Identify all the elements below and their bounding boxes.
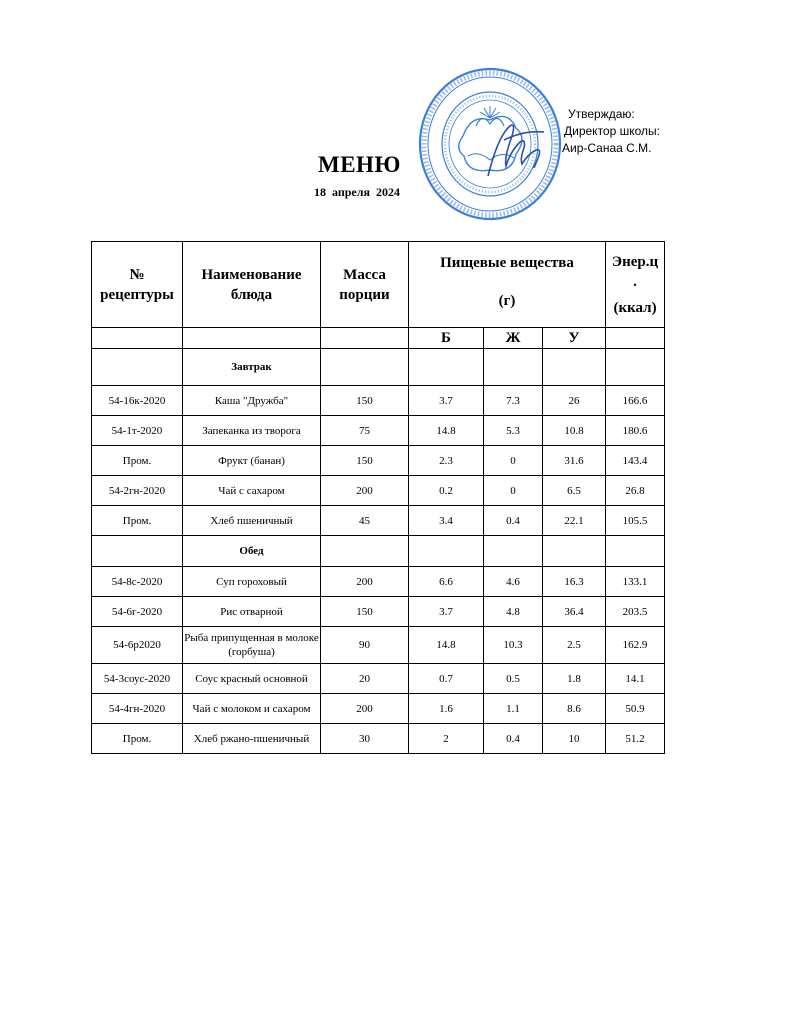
cell-fat: 1.1	[484, 694, 543, 724]
table-header-row	[92, 242, 665, 328]
cell-fat: 4.6	[484, 567, 543, 597]
cell-mass: 150	[321, 386, 409, 416]
table-row	[92, 724, 665, 754]
table-row	[92, 664, 665, 694]
subheader-fat: Ж	[484, 328, 543, 349]
cell-energy: 143.4	[606, 446, 665, 476]
lunch-rows	[92, 567, 665, 754]
header-nutrients-unit: (г)	[498, 292, 516, 309]
cell-mass: 20	[321, 664, 409, 694]
director-name: Аир-Санаа С.М.	[562, 141, 652, 155]
table-row	[92, 627, 665, 664]
table-row	[92, 567, 665, 597]
subheader-empty	[92, 328, 183, 349]
menu-table	[91, 241, 665, 754]
cell-fat: 5.3	[484, 416, 543, 446]
header-mass: Масса порции	[321, 242, 409, 328]
cell-fat: 0	[484, 446, 543, 476]
cell-dish: Каша "Дружба"	[183, 386, 321, 416]
cell-energy: 203.5	[606, 597, 665, 627]
cell-energy: 105.5	[606, 506, 665, 536]
header-dish: Наименование блюда	[183, 242, 321, 328]
cell-energy: 26.8	[606, 476, 665, 506]
header-nutrients	[409, 242, 606, 328]
cell-carbs: 36.4	[543, 597, 606, 627]
cell-dish: Хлеб ржано-пшеничный	[183, 724, 321, 754]
cell-carbs: 8.6	[543, 694, 606, 724]
cell-protein: 3.7	[409, 386, 484, 416]
table-row	[92, 597, 665, 627]
cell-carbs: 26	[543, 386, 606, 416]
cell-energy: 50.9	[606, 694, 665, 724]
cell-recipe: 54-2гн-2020	[92, 476, 183, 506]
cell-protein: 14.8	[409, 416, 484, 446]
cell-mass: 200	[321, 694, 409, 724]
cell-dish: Запеканка из творога	[183, 416, 321, 446]
cell-mass: 150	[321, 446, 409, 476]
subheader-empty	[183, 328, 321, 349]
table-row	[92, 694, 665, 724]
table-row	[92, 416, 665, 446]
cell-dish: Чай с молоком и сахаром	[183, 694, 321, 724]
subheader-protein: Б	[409, 328, 484, 349]
cell-protein: 0.2	[409, 476, 484, 506]
cell-fat: 0.4	[484, 724, 543, 754]
cell-carbs: 10	[543, 724, 606, 754]
cell-mass: 200	[321, 476, 409, 506]
header-energy-line2: .	[633, 273, 637, 290]
page-title: МЕНЮ	[318, 152, 401, 177]
cell-mass: 75	[321, 416, 409, 446]
cell-dish: Хлеб пшеничный	[183, 506, 321, 536]
cell-carbs: 1.8	[543, 664, 606, 694]
menu-date: 18 апреля 2024	[314, 185, 400, 199]
cell-protein: 2.3	[409, 446, 484, 476]
cell-protein: 14.8	[409, 627, 484, 664]
director-line: Директор школы:	[564, 124, 660, 138]
cell-protein: 6.6	[409, 567, 484, 597]
approval-line: Утверждаю:	[568, 107, 635, 121]
breakfast-rows	[92, 386, 665, 536]
section-label-lunch: Обед	[183, 536, 321, 567]
cell-protein: 3.7	[409, 597, 484, 627]
cell-carbs: 6.5	[543, 476, 606, 506]
cell-energy: 14.1	[606, 664, 665, 694]
cell-protein: 0.7	[409, 664, 484, 694]
cell-mass: 30	[321, 724, 409, 754]
cell-recipe: 54-16к-2020	[92, 386, 183, 416]
cell-fat: 10.3	[484, 627, 543, 664]
cell-protein: 1.6	[409, 694, 484, 724]
table-row	[92, 506, 665, 536]
subheader-empty	[606, 328, 665, 349]
section-row-lunch	[92, 536, 665, 567]
cell-mass: 150	[321, 597, 409, 627]
header-nutrients-title: Пищевые вещества	[440, 254, 574, 271]
cell-recipe: Пром.	[92, 446, 183, 476]
cell-dish: Суп гороховый	[183, 567, 321, 597]
cell-carbs: 31.6	[543, 446, 606, 476]
cell-fat: 0.4	[484, 506, 543, 536]
cell-energy: 133.1	[606, 567, 665, 597]
cell-dish: Чай с сахаром	[183, 476, 321, 506]
cell-dish: Рыба припущенная в молоке (горбуша)	[183, 627, 321, 664]
cell-fat: 4.8	[484, 597, 543, 627]
cell-recipe: Пром.	[92, 724, 183, 754]
cell-fat: 0.5	[484, 664, 543, 694]
header-energy	[606, 242, 665, 328]
cell-carbs: 10.8	[543, 416, 606, 446]
cell-carbs: 22.1	[543, 506, 606, 536]
table-row	[92, 386, 665, 416]
subheader-carbs: У	[543, 328, 606, 349]
cell-recipe: Пром.	[92, 506, 183, 536]
cell-dish: Рис отварной	[183, 597, 321, 627]
cell-energy: 166.6	[606, 386, 665, 416]
cell-energy: 51.2	[606, 724, 665, 754]
cell-mass: 90	[321, 627, 409, 664]
cell-protein: 3.4	[409, 506, 484, 536]
section-row-breakfast	[92, 349, 665, 386]
subheader-empty	[321, 328, 409, 349]
cell-recipe: 54-6р2020	[92, 627, 183, 664]
table-row	[92, 446, 665, 476]
cell-mass: 200	[321, 567, 409, 597]
header-energy-unit: (ккал)	[613, 299, 657, 316]
school-seal-stamp	[418, 66, 566, 226]
cell-recipe: 54-6г-2020	[92, 597, 183, 627]
cell-dish: Соус красный основной	[183, 664, 321, 694]
cell-recipe: 54-8с-2020	[92, 567, 183, 597]
cell-mass: 45	[321, 506, 409, 536]
table-subheader-row	[92, 328, 665, 349]
cell-dish: Фрукт (банан)	[183, 446, 321, 476]
cell-recipe: 54-3соус-2020	[92, 664, 183, 694]
cell-protein: 2	[409, 724, 484, 754]
cell-carbs: 16.3	[543, 567, 606, 597]
cell-energy: 180.6	[606, 416, 665, 446]
approval-block	[560, 106, 690, 157]
cell-energy: 162.9	[606, 627, 665, 664]
cell-recipe: 54-1т-2020	[92, 416, 183, 446]
header-energy-line1: Энер.ц	[611, 253, 659, 270]
cell-fat: 0	[484, 476, 543, 506]
cell-fat: 7.3	[484, 386, 543, 416]
cell-recipe: 54-4гн-2020	[92, 694, 183, 724]
section-label-breakfast: Завтрак	[183, 349, 321, 386]
cell-carbs: 2.5	[543, 627, 606, 664]
table-row	[92, 476, 665, 506]
header-recipe: № рецептуры	[92, 242, 183, 328]
